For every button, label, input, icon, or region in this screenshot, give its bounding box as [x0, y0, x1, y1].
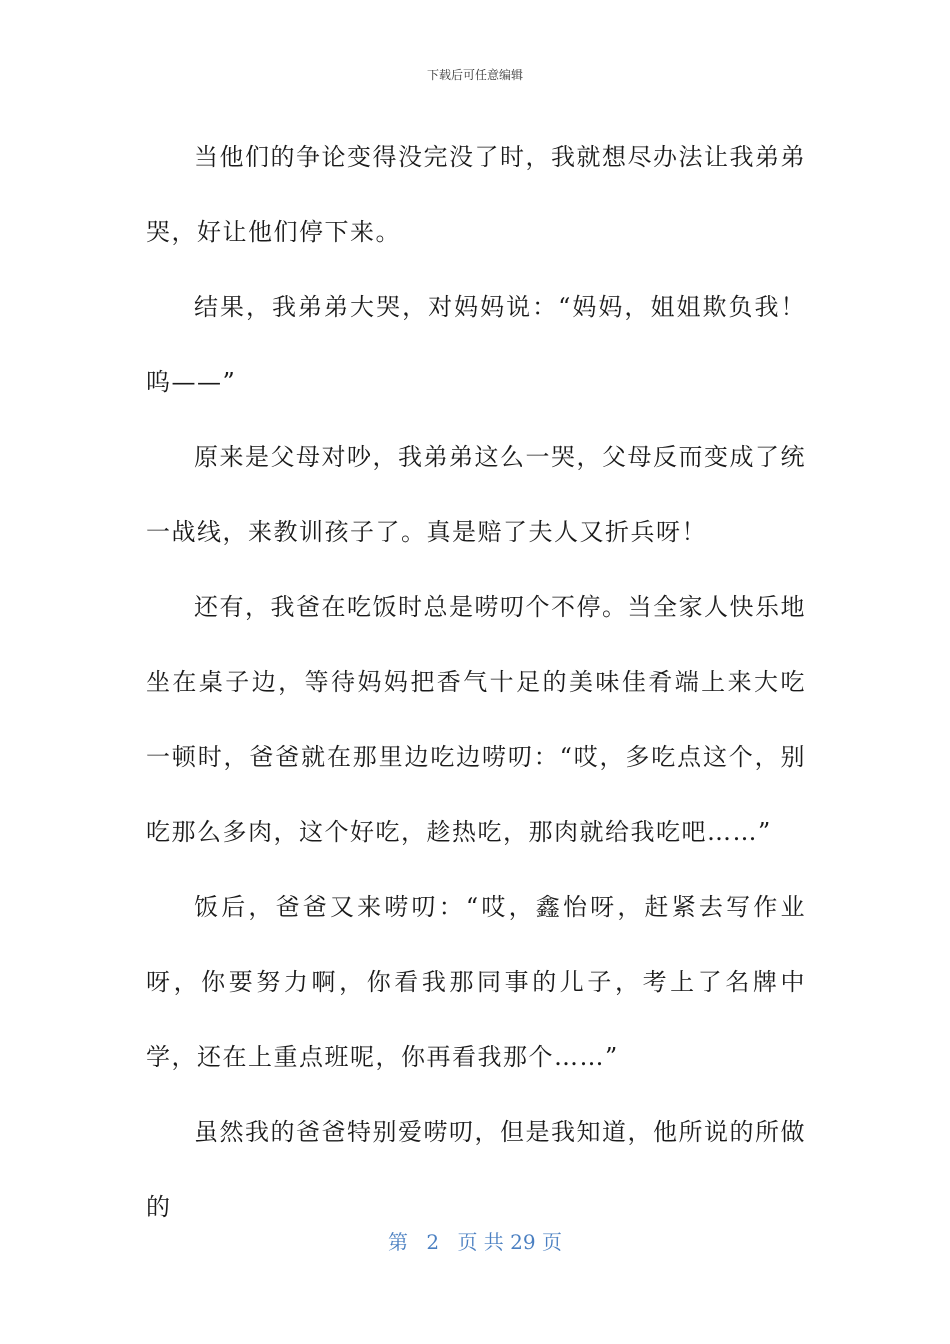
page-footer	[0, 1226, 950, 1255]
footer-suffix: 页	[541, 1230, 562, 1254]
document-body	[146, 120, 806, 1245]
paragraph: 虽然我的爸爸特别爱唠叨，但是我知道，他所说的所做的	[146, 1118, 806, 1221]
paragraph: 还有，我爸在吃饭时总是唠叨个不停。当全家人快乐地坐在桌子边，等待妈妈把香气十足的美味佳肴端上来大吃一顿时，爸爸就在那里边吃边唠叨：“哎，多吃点这个，别吃那么多肉，这个好吃，趁热吃，那肉就给我吃吧……”	[146, 593, 806, 846]
total-page-count: 29	[510, 1230, 536, 1254]
current-page-number: 2	[426, 1230, 440, 1254]
paragraph: 原来是父母对吵，我弟弟这么一哭，父母反而变成了统一战线，来教训孩子了。真是赔了夫人又折兵呀！	[146, 443, 806, 546]
paragraph: 饭后，爸爸又来唠叨：“哎，鑫怡呀，赶紧去写作业呀，你要努力啊，你看我那同事的儿子，考上了名牌中学，还在上重点班呢，你再看我那个……”	[146, 893, 806, 1071]
footer-prefix: 第	[388, 1230, 408, 1254]
page-header	[0, 66, 950, 83]
paragraph: 当他们的争论变得没完没了时，我就想尽办法让我弟弟哭，好让他们停下来。	[146, 143, 806, 246]
paragraph: 结果，我弟弟大哭，对妈妈说：“妈妈，姐姐欺负我！呜——”	[146, 293, 806, 396]
header-text: 下载后可任意编辑	[426, 68, 523, 82]
footer-middle: 页 共	[457, 1230, 504, 1254]
